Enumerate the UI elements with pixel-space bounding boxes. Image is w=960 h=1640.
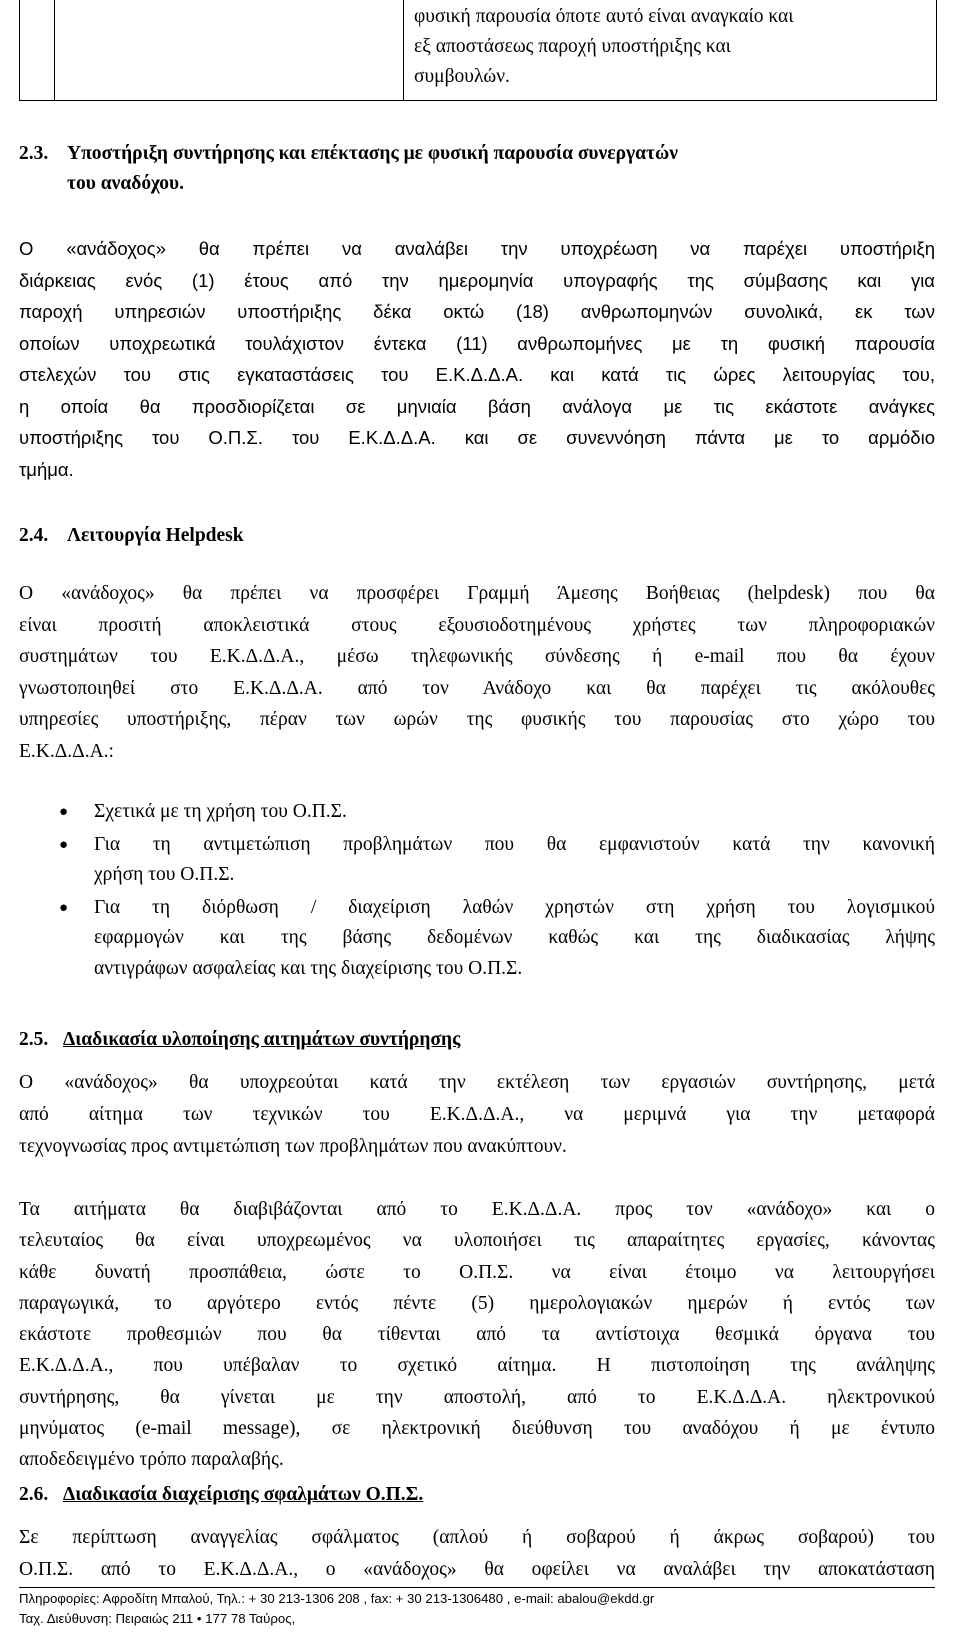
text-line: Τα αιτήματα θα διαβιβάζονται από το Ε.Κ.Δ.Δ.Α. προς τον «ανάδοχο» και ο: [19, 1199, 935, 1220]
paragraph-2-6: [19, 1522, 935, 1585]
section-number: 2.4.: [19, 525, 49, 546]
list-item-line: αντιγράφων ασφαλείας και της διαχείρισης του Ο.Π.Σ.: [94, 957, 523, 979]
text-line: παραγωγικά, το αργότερο εντός πέντε (5) ημερολογιακών ημερών ή εντός των: [19, 1292, 935, 1314]
section-title-continued: του αναδόχου.: [67, 173, 185, 194]
list-item: [19, 830, 935, 891]
paragraph-2-5a: [19, 1067, 935, 1163]
list-item: [19, 893, 935, 985]
text-line: τελευταίος θα είναι υποχρεωμένος να υλοποιήσει τις απαραίτητες εργασίες, κάνοντας: [19, 1230, 935, 1252]
text-line: υπηρεσίες υποστήριξης, πέραν των ωρών της φυσικής του παρουσίας στο χώρο του: [19, 709, 935, 730]
text-line: τμήμα.: [19, 458, 74, 480]
text-line: οποίων υποχρεωτικά τουλάχιστον έντεκα (11) ανθρωπομήνες με τη φυσική παρουσία: [19, 332, 935, 354]
text-line: συστημάτων του Ε.Κ.Δ.Δ.Α., μέσω τηλεφωνικής σύνδεσης ή e-mail που θα έχουν: [19, 646, 935, 667]
list-item-line: Για τη διόρθωση / διαχείριση λαθών χρηστών στη χρήση του λογισμικού: [94, 896, 935, 918]
text-line: Σε περίπτωση αναγγελίας σφάλματος (απλού ή σοβαρού ή άκρως σοβαρού) του: [19, 1527, 935, 1548]
text-line: Ο «ανάδοχος» θα πρέπει να προσφέρει Γραμμή Άμεσης Βοήθειας (helpdesk) που θα: [19, 583, 935, 604]
text-line: Ο «ανάδοχος» θα υποχρεούται κατά την εκτέλεση των εργασιών συντήρησης, μετά: [19, 1072, 935, 1093]
text-line: κάθε δυνατή προσπάθεια, ώστε το Ο.Π.Σ. να είναι έτοιμο να λειτουργήσει: [19, 1261, 935, 1283]
section-title: Διαδικασία διαχείρισης σφαλμάτων Ο.Π.Σ.: [63, 1484, 424, 1505]
text-line: από αίτημα των τεχνικών του Ε.Κ.Δ.Δ.Α., να μεριμνά για την μεταφορά: [19, 1104, 935, 1125]
text-line: η οποία θα προσδιορίζεται σε μηνιαία βάση ανάλογα με τις εκάστοτε ανάγκες: [19, 395, 935, 417]
paragraph-2-5b: [19, 1194, 935, 1476]
text-line: παροχή υπηρεσιών υποστήριξης δέκα οκτώ (18) ανθρωπομηνών συνολικά, εκ των: [19, 301, 935, 322]
section-title: Διαδικασία υλοποίησης αιτημάτων συντήρησης: [63, 1029, 461, 1050]
section-number: 2.3.: [19, 143, 49, 164]
section-heading-2-6: [19, 1480, 935, 1510]
text-line: γνωστοποιηθεί στο Ε.Κ.Δ.Δ.Α. από τον Ανάδοχο και θα παρέχει τις ακόλουθες: [19, 677, 935, 699]
text-line: εκάστοτε προθεσμιών που θα τίθενται από τα αντίστοιχα θεσμικά όργανα του: [19, 1324, 935, 1346]
text-line: στελεχών του στις εγκαταστάσεις του Ε.Κ.Δ.Δ.Α. και κατά τις ώρες λειτουργίας του,: [19, 364, 935, 385]
paragraph-2-4: [19, 578, 935, 767]
list-item-line: εφαρμογών και της βάσης δεδομένων καθώς και της διαδικασίας λήψης: [94, 927, 935, 948]
table-fragment: [19, 0, 937, 101]
list-item-line: χρήση του Ο.Π.Σ.: [94, 864, 235, 885]
table-cell-line: συμβουλών.: [414, 66, 510, 87]
bullet-icon: ●: [59, 804, 69, 820]
section-title: Υποστήριξη συντήρησης και επέκτασης με φυσική παρουσία συνεργατών: [67, 143, 678, 164]
section-number: 2.6.: [19, 1484, 49, 1505]
table-cell-line: φυσική παρουσία όποτε αυτό είναι αναγκαίο και: [414, 6, 794, 27]
footer-divider: [19, 1587, 935, 1588]
text-line: τεχνογνωσίας προς αντιμετώπιση των προβλημάτων που ανακύπτουν.: [19, 1136, 567, 1157]
text-line: μηνύματος (e-mail message), σε ηλεκτρονική διεύθυνση του αναδόχου ή με έντυπο: [19, 1418, 935, 1440]
section-title: Λειτουργία Helpdesk: [67, 525, 244, 546]
text-line: Ε.Κ.Δ.Δ.Α.:: [19, 740, 114, 762]
text-line: είναι προσιτή αποκλειστικά στους εξουσιοδοτημένους χρήστες των πληροφοριακών: [19, 614, 935, 636]
table-cell-text: [414, 2, 929, 92]
bullet-icon: ●: [59, 836, 69, 853]
bullet-icon: ●: [59, 899, 69, 916]
text-line: συντήρησης, θα γίνεται με την αποστολή, από το Ε.Κ.Δ.Δ.Α. ηλεκτρονικού: [19, 1386, 935, 1408]
table-divider: [403, 0, 404, 100]
footer-contact: Πληροφορίες: Αφροδίτη Μπαλού, Τηλ.: + 30 213-1306 208 , fax: + 30 213-1306480 , e-mail: abalou@ekdd.gr: [19, 1591, 655, 1606]
section-heading-2-3: [19, 139, 935, 199]
text-line: αποδεδειγμένο τρόπο παραλαβής.: [19, 1449, 284, 1471]
section-heading-2-4: [19, 521, 935, 551]
bullet-list: [19, 797, 935, 986]
list-item: [19, 797, 935, 828]
text-line: Ο.Π.Σ. από το Ε.Κ.Δ.Δ.Α., ο «ανάδοχος» θα οφείλει να αναλάβει την αποκατάσταση: [19, 1558, 935, 1580]
footer-address: Ταχ. Διεύθυνση: Πειραιώς 211 • 177 78 Ταύρος,: [19, 1611, 296, 1626]
page-footer: [19, 1589, 935, 1629]
text-line: Ε.Κ.Δ.Δ.Α., που υπέβαλαν το σχετικό αίτημα. Η πιστοποίηση της ανάληψης: [19, 1355, 935, 1377]
list-item-line: Για τη αντιμετώπιση προβλημάτων που θα εμφανιστούν κατά την κανονική: [94, 833, 935, 855]
table-cell-line: εξ αποστάσεως παροχή υποστήριξης και: [414, 36, 731, 57]
list-item-line: Σχετικά με τη χρήση του Ο.Π.Σ.: [94, 801, 347, 822]
section-heading-2-5: [19, 1025, 935, 1055]
text-line: Ο «ανάδοχος» θα πρέπει να αναλάβει την υποχρέωση να παρέχει υποστήριξη: [19, 238, 935, 259]
text-line: υποστήριξης του Ο.Π.Σ. του Ε.Κ.Δ.Δ.Α. και σε συνεννόηση πάντα με το αρμόδιο: [19, 427, 935, 448]
table-divider: [54, 0, 55, 100]
text-line: διάρκειας ενός (1) έτους από την ημερομηνία υπογραφής της σύμβασης και για: [19, 269, 935, 291]
section-number: 2.5.: [19, 1029, 49, 1050]
paragraph-2-3: [19, 233, 935, 485]
